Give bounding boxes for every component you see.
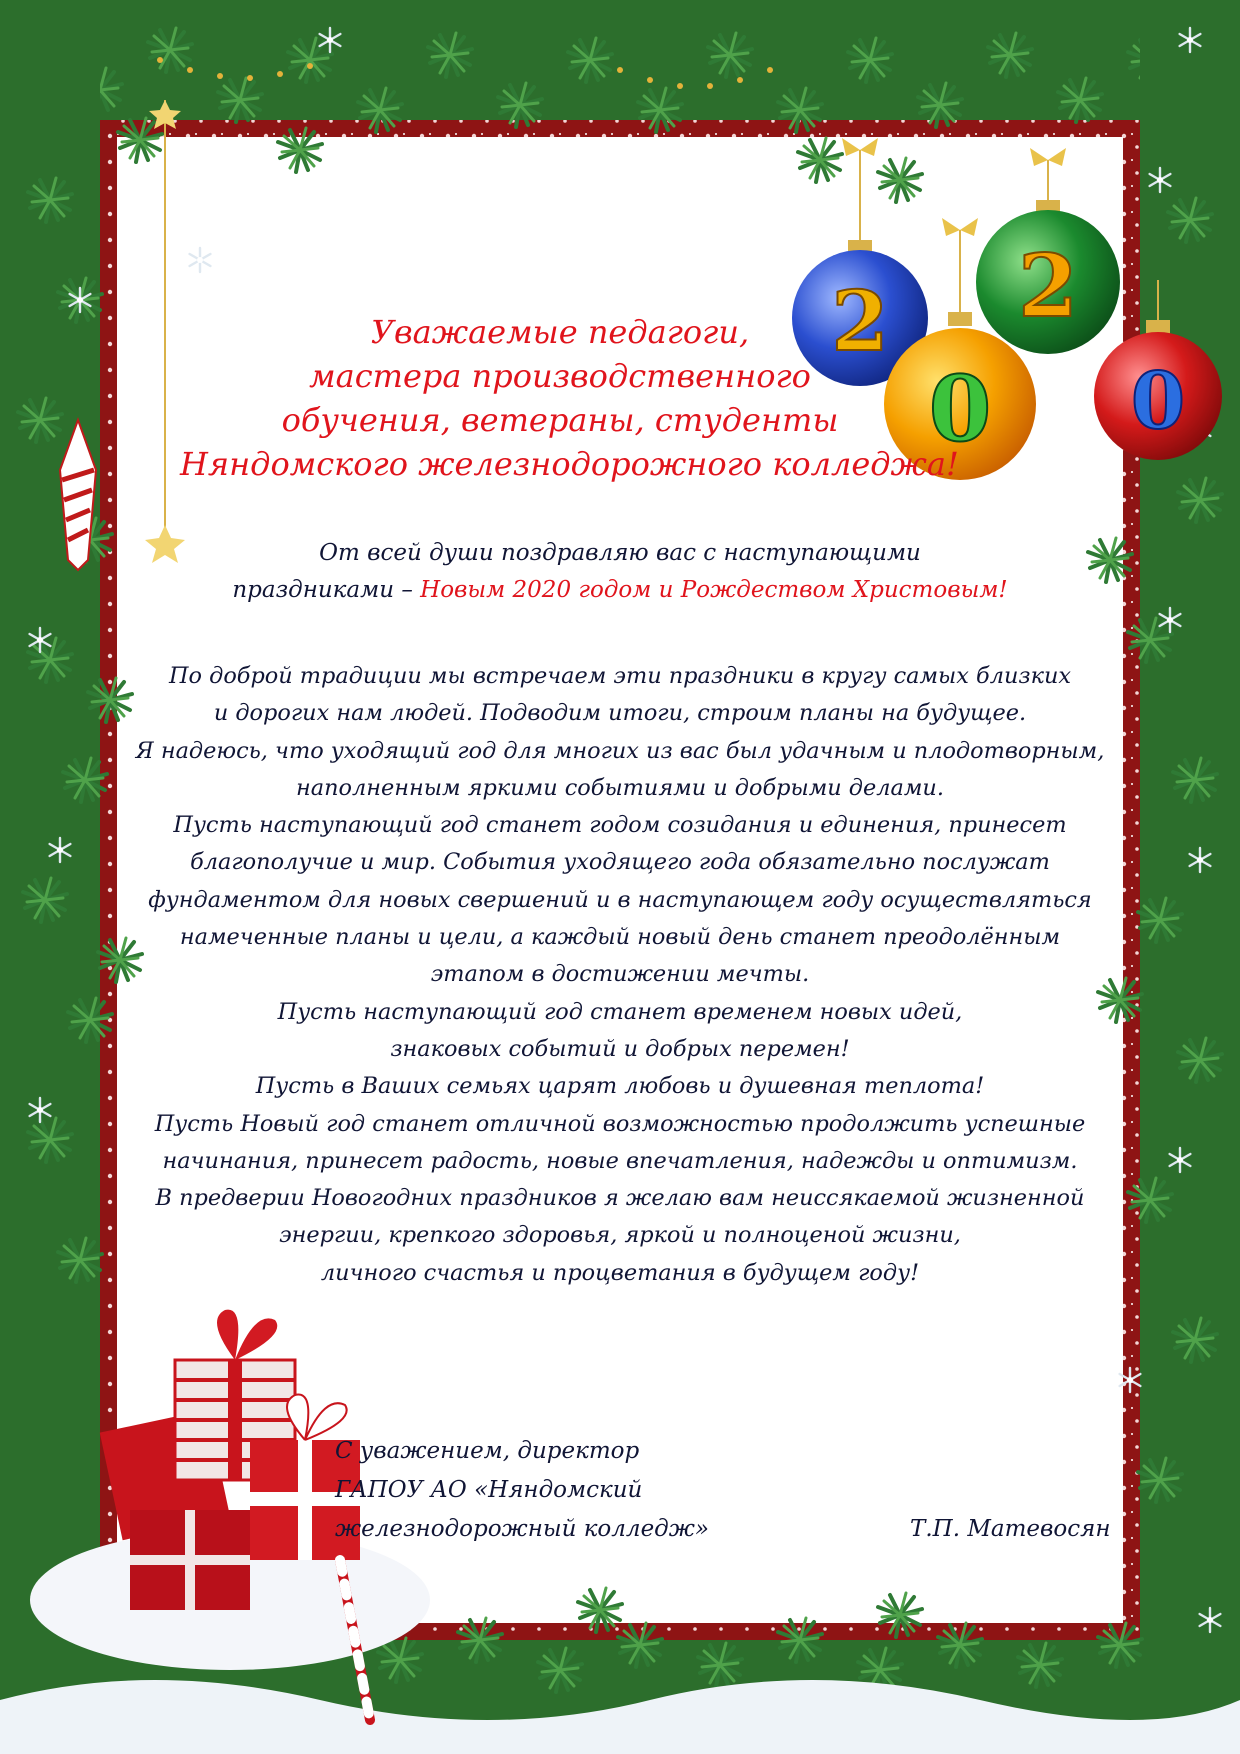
- body-line: фундаментом для новых свершений и в наступающем году осуществляться: [148, 886, 1092, 913]
- intro-line: От всей души поздравляю вас с наступающими: [319, 540, 921, 566]
- director-name: Т.П. Матевосян: [910, 1516, 1111, 1542]
- body-line: благополучие и мир. События уходящего года обязательно послужат: [190, 849, 1050, 876]
- greeting-line: мастера производственного: [309, 357, 811, 395]
- intro-line: [120, 572, 1120, 609]
- body-line: личного счастья и процветания в будущем году!: [320, 1259, 920, 1286]
- body-line: По доброй традиции мы встречаем эти праздники в кругу самых близких: [169, 663, 1071, 689]
- body-line: Пусть наступающий год станет временем новых идей,: [277, 998, 963, 1025]
- body-line: и дорогих нам людей. Подводим итоги, строим планы на будущее.: [213, 700, 1027, 727]
- body-line: наполненным яркими событиями и добрыми делами.: [296, 774, 944, 801]
- ornament-digit: 2: [1018, 236, 1078, 337]
- signature-line: железнодорожный колледж»: [335, 1516, 709, 1542]
- intro-paragraph: [120, 535, 1120, 609]
- intro-line-start: праздниками –: [232, 577, 421, 603]
- letter-body: [110, 658, 1130, 1292]
- ornament-digit: 2: [831, 274, 889, 370]
- greeting-line: Уважаемые педагоги,: [370, 313, 750, 351]
- body-line: намеченные планы и цели, а каждый новый день станет преодолённым: [179, 924, 1061, 951]
- body-line: энергии, крепкого здоровья, яркой и полноценой жизни,: [279, 1222, 961, 1249]
- signature-line: ГАПОУ АО «Няндомский: [335, 1477, 643, 1503]
- body-line: Пусть в Ваших семьях царят любовь и душевная теплота!: [255, 1073, 985, 1100]
- greeting-line: Няндомского железнодорожного колледжа!: [180, 445, 959, 483]
- holiday-highlight: Новым 2020 годом и Рождеством Христовым!: [420, 577, 1008, 603]
- greeting-line: обучения, ветераны, студенты: [281, 401, 839, 439]
- body-line: В предверии Новогодних праздников я желаю вам неиссякаемой жизненной: [155, 1185, 1085, 1212]
- signature-line: С уважением, директор: [335, 1438, 640, 1464]
- body-line: начинания, принесет радость, новые впечатления, надежды и оптимизм.: [162, 1147, 1078, 1174]
- body-line: знаковых событий и добрых перемен!: [390, 1035, 850, 1062]
- signature-row: [335, 1510, 1155, 1549]
- signature-block: [335, 1432, 1155, 1549]
- ornament-digit: 0: [1130, 356, 1186, 447]
- greeting-headline: [180, 310, 959, 486]
- ornament-digit: 0: [928, 356, 992, 462]
- body-line: Пусть наступающий год станет годом созидания и единения, принесет: [173, 812, 1067, 839]
- body-line: Я надеюсь, что уходящий год для многих из вас был удачным и плодотворным,: [135, 737, 1105, 764]
- body-line: этапом в достижении мечты.: [430, 961, 810, 988]
- body-line: Пусть Новый год станет отличной возможностью продолжить успешные: [154, 1110, 1086, 1137]
